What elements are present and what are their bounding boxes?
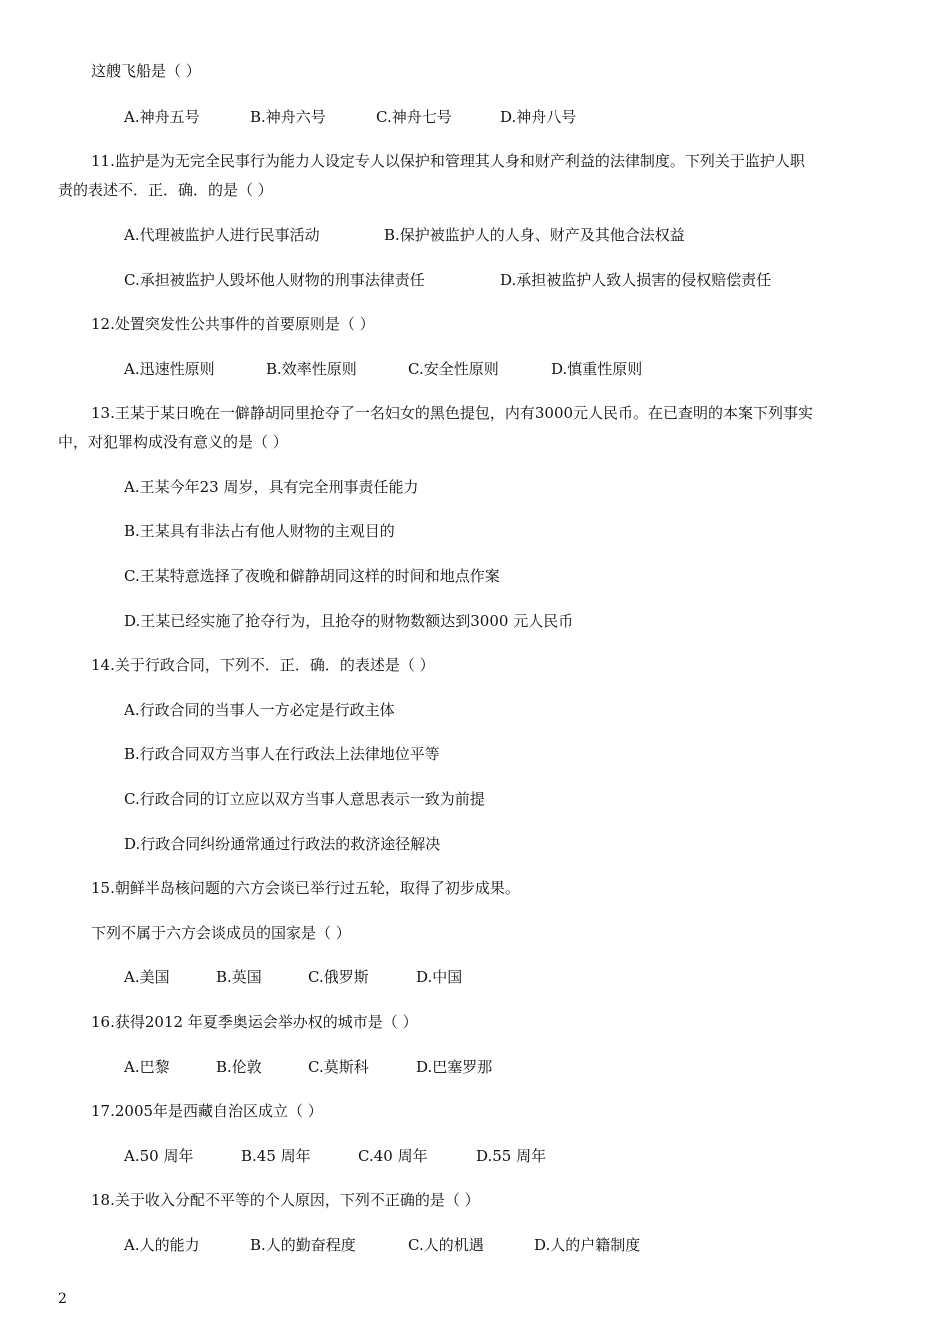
option-b: B.效率性原则 — [266, 360, 357, 378]
question-14-stem: 14.关于行政合同，下列不．正．确．的表述是（ ） — [91, 656, 435, 674]
question-11-stem-line2: 责的表述不．正．确．的是（ ） — [58, 181, 273, 199]
option-d: D.承担被监护人致人损害的侵权赔偿责任 — [500, 271, 772, 289]
option-b: B.行政合同双方当事人在行政法上法律地位平等 — [124, 745, 440, 763]
option-b: B.45 周年 — [241, 1147, 311, 1165]
option-d: D.慎重性原则 — [551, 360, 643, 378]
option-a: A.人的能力 — [124, 1236, 200, 1254]
option-c: C.40 周年 — [358, 1147, 428, 1165]
option-b: B.人的勤奋程度 — [250, 1236, 356, 1254]
option-a: A.神舟五号 — [124, 108, 200, 126]
option-d: D.行政合同纠纷通常通过行政法的救济途径解决 — [124, 835, 441, 853]
option-c: C.人的机遇 — [408, 1236, 484, 1254]
option-b: B.保护被监护人的人身、财产及其他合法权益 — [384, 226, 685, 244]
option-d: D.巴塞罗那 — [416, 1058, 493, 1076]
option-a: A.巴黎 — [124, 1058, 170, 1076]
option-a: A.王某今年23 周岁，具有完全刑事责任能力 — [124, 478, 419, 496]
option-c: C.神舟七号 — [376, 108, 452, 126]
question-17-stem: 17.2005年是西藏自治区成立（ ） — [91, 1102, 323, 1120]
question-15-stem-line2: 下列不属于六方会谈成员的国家是（ ） — [91, 924, 351, 942]
option-d: D.王某已经实施了抢夺行为，且抢夺的财物数额达到3000 元人民币 — [124, 612, 574, 630]
page-number: 2 — [58, 1291, 67, 1307]
option-c: C.莫斯科 — [308, 1058, 369, 1076]
question-15-stem-line1: 15.朝鲜半岛核问题的六方会谈已举行过五轮，取得了初步成果。 — [91, 879, 520, 897]
option-b: B.王某具有非法占有他人财物的主观目的 — [124, 522, 395, 540]
question-12-stem: 12.处置突发性公共事件的首要原则是（ ） — [91, 315, 375, 333]
question-18-stem: 18.关于收入分配不平等的个人原因，下列不正确的是（ ） — [91, 1191, 480, 1209]
option-c: C.安全性原则 — [408, 360, 499, 378]
question-11-stem-line1: 11.监护是为无完全民事行为能力人设定专人以保护和管理其人身和财产利益的法律制度。下列关于监护人职 — [91, 152, 805, 170]
question-16-stem: 16.获得2012 年夏季奥运会举办权的城市是（ ） — [91, 1013, 418, 1031]
option-c: C.承担被监护人毁坏他人财物的刑事法律责任 — [124, 271, 425, 289]
option-b: B.神舟六号 — [250, 108, 326, 126]
option-a: A.行政合同的当事人一方必定是行政主体 — [124, 701, 395, 719]
option-a: A.迅速性原则 — [124, 360, 215, 378]
option-c: C.俄罗斯 — [308, 968, 369, 986]
option-c: C.行政合同的订立应以双方当事人意思表示一致为前提 — [124, 790, 485, 808]
option-a: A.代理被监护人进行民事活动 — [124, 226, 320, 244]
option-b: B.英国 — [216, 968, 262, 986]
question-stem: 这艘飞船是（ ） — [91, 62, 201, 80]
option-c: C.王某特意选择了夜晚和僻静胡同这样的时间和地点作案 — [124, 567, 500, 585]
option-d: D.神舟八号 — [500, 108, 577, 126]
option-d: D.人的户籍制度 — [534, 1236, 641, 1254]
option-a: A.美国 — [124, 968, 170, 986]
question-13-stem-line1: 13.王某于某日晚在一僻静胡同里抢夺了一名妇女的黑色提包，内有3000元人民币。在已查明的本案下列事实 — [91, 404, 814, 422]
option-d: D.中国 — [416, 968, 463, 986]
question-13-stem-line2: 中，对犯罪构成没有意义的是（ ） — [58, 433, 288, 451]
option-a: A.50 周年 — [124, 1147, 194, 1165]
option-b: B.伦敦 — [216, 1058, 262, 1076]
option-d: D.55 周年 — [476, 1147, 547, 1165]
